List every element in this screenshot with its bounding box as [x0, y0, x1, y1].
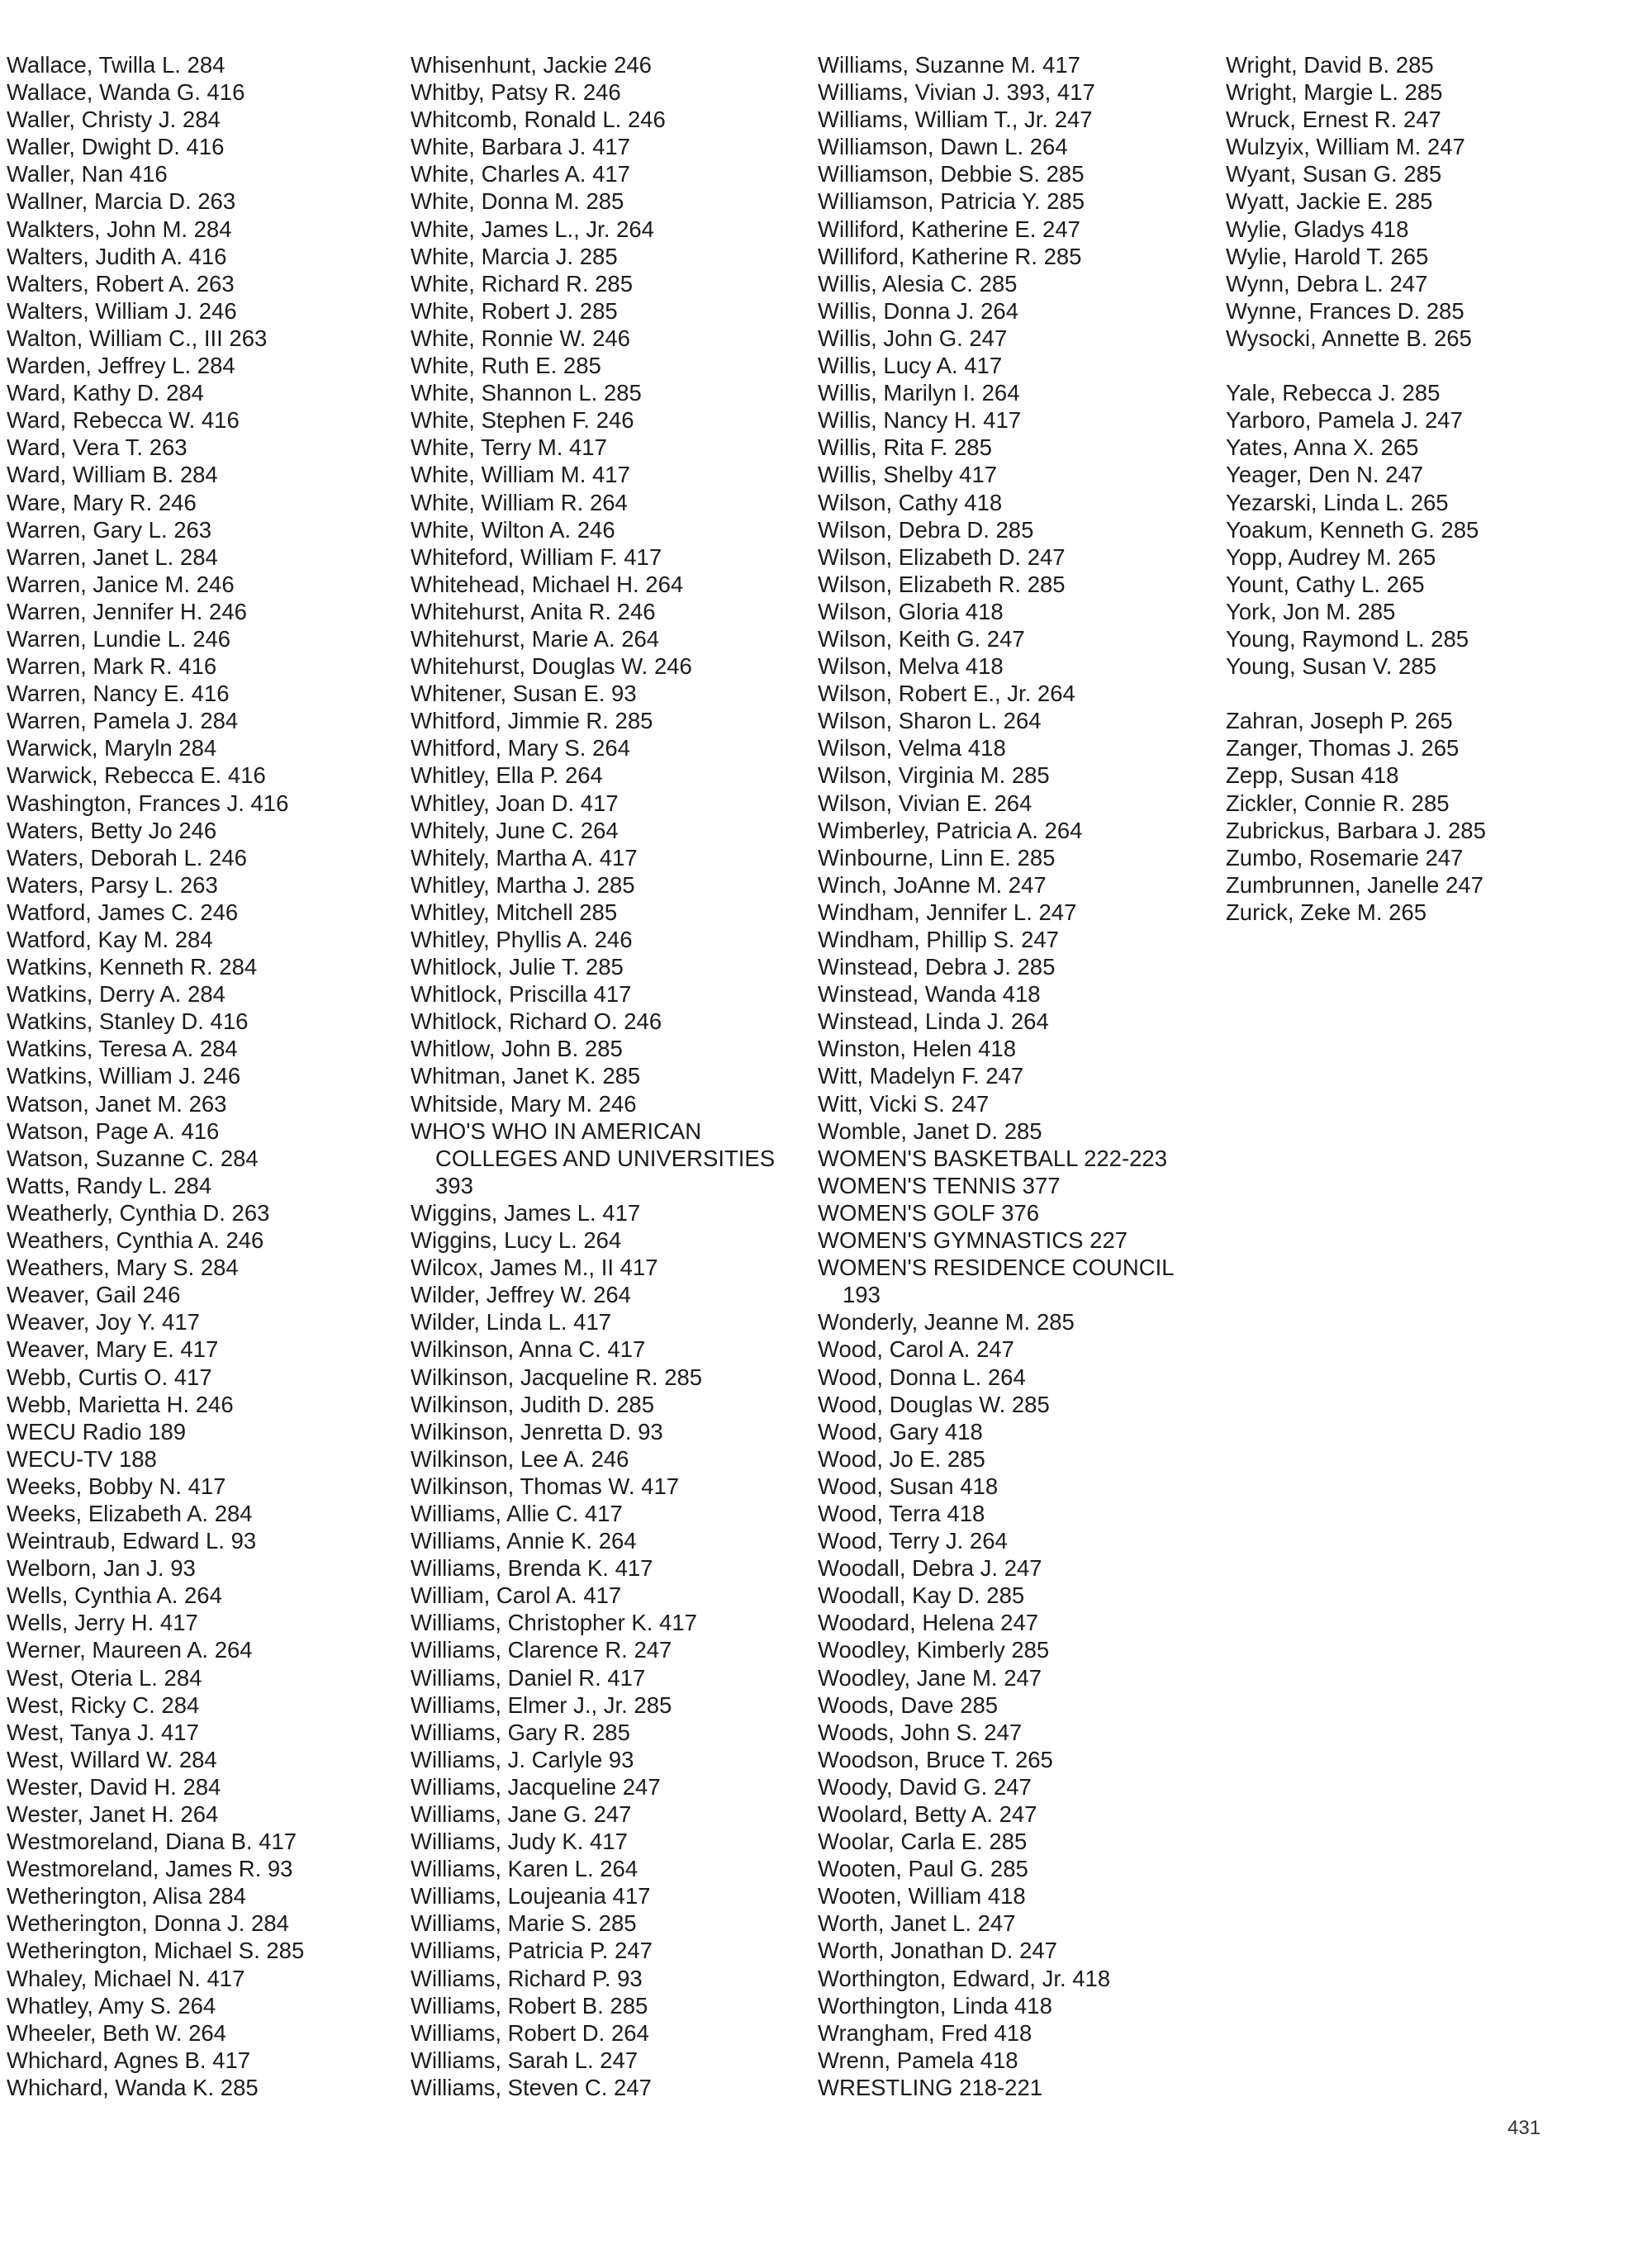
index-entry: Werner, Maureen A. 264	[7, 1637, 253, 1663]
index-entry: Whitman, Janet K. 285	[411, 1063, 641, 1089]
index-entry: Watkins, William J. 246	[7, 1063, 241, 1089]
index-entry: Wallner, Marcia D. 263	[7, 188, 236, 215]
index-entry: Williams, Clarence R. 247	[411, 1637, 672, 1663]
index-entry: Waller, Dwight D. 416	[7, 134, 225, 160]
index-entry: Wood, Gary 418	[818, 1418, 983, 1445]
index-entry: WRESTLING 218-221	[818, 2074, 1043, 2100]
index-entry: Warwick, Maryln 284	[7, 735, 217, 761]
index-entry: Williams, Suzanne M. 417	[818, 52, 1080, 78]
index-entry: Williams, Sarah L. 247	[411, 2047, 638, 2073]
index-entry: Williams, Jacqueline 247	[411, 1773, 661, 1800]
index-entry: Wylie, Harold T. 265	[1226, 243, 1429, 269]
index-entry: Watkins, Stanley D. 416	[7, 1008, 249, 1035]
index-entry: White, William R. 264	[411, 489, 628, 515]
index-entry: Whitley, Phyllis A. 246	[411, 927, 633, 952]
index-entry: White, Marcia J. 285	[411, 243, 618, 269]
index-entry: Williams, Allie C. 417	[411, 1500, 623, 1526]
index-entry: Whitely, Martha A. 417	[411, 844, 638, 871]
index-entry: White, Ronnie W. 246	[411, 325, 630, 351]
index-entry: Zanger, Thomas J. 265	[1226, 735, 1460, 761]
index-entry: Whitlow, John B. 285	[411, 1036, 623, 1062]
index-entry: Whatley, Amy S. 264	[7, 1992, 216, 2019]
index-entry: Yarboro, Pamela J. 247	[1226, 407, 1463, 434]
index-entry: Whisenhunt, Jackie 246	[411, 52, 652, 78]
index-entry: Wells, Cynthia A. 264	[7, 1582, 222, 1609]
index-entry: Warren, Lundie L. 246	[7, 625, 231, 652]
index-entry: Willis, Shelby 417	[818, 462, 998, 488]
index-entry: Woodard, Helena 247	[818, 1610, 1039, 1636]
index-entry: Willis, Marilyn I. 264	[818, 380, 1020, 406]
index-entry: Wheeler, Beth W. 264	[7, 2019, 226, 2046]
index-entry: Whitley, Martha J. 285	[411, 871, 635, 898]
index-entry: Willis, Alesia C. 285	[818, 270, 1018, 297]
index-entry: Yoakum, Kenneth G. 285	[1226, 516, 1479, 543]
index-entry: Weaver, Gail 246	[7, 1282, 181, 1308]
index-entry: Williford, Katherine E. 247	[818, 216, 1080, 242]
index-entry: Woodall, Debra J. 247	[818, 1555, 1042, 1582]
index-entry: Wilson, Elizabeth D. 247	[818, 543, 1066, 570]
index-entry: WOMEN'S GOLF 376	[818, 1199, 1040, 1226]
index-entry: Woodley, Jane M. 247	[818, 1664, 1042, 1691]
index-entry: White, Robert J. 285	[411, 297, 618, 324]
index-entry: Wrenn, Pamela 418	[818, 2047, 1018, 2073]
index-entry: Wimberley, Patricia A. 264	[818, 817, 1083, 843]
index-entry: WECU-TV 188	[7, 1445, 157, 1472]
index-entry: Wilson, Elizabeth R. 285	[818, 571, 1066, 597]
index-entry: Williams, Robert D. 264	[411, 2019, 649, 2046]
index-entry: WOMEN'S GYMNASTICS 227	[818, 1227, 1128, 1254]
index-entry: Waller, Nan 416	[7, 161, 168, 187]
index-entry: Whitlock, Priscilla 417	[411, 981, 632, 1008]
index-entry: Wester, David H. 284	[7, 1773, 221, 1800]
index-entry: Wilkinson, Jenretta D. 93	[411, 1418, 663, 1445]
index-entry: Witt, Vicki S. 247	[818, 1090, 990, 1117]
index-entry: Wilkinson, Anna C. 417	[411, 1336, 646, 1363]
index-entry: Watford, Kay M. 284	[7, 927, 213, 952]
index-entry: Watkins, Teresa A. 284	[7, 1036, 238, 1062]
index-entry: WOMEN'S RESIDENCE COUNCIL	[818, 1255, 1175, 1281]
index-entry: Ware, Mary R. 246	[7, 489, 197, 515]
index-entry: Zumbo, Rosemarie 247	[1226, 844, 1464, 871]
index-entry: White, Ruth E. 285	[411, 353, 601, 379]
index-entry: Whichard, Agnes B. 417	[7, 2047, 251, 2073]
index-entry: Woods, John S. 247	[818, 1719, 1023, 1745]
index-entry: Willis, Rita F. 285	[818, 434, 992, 461]
index-entry: Weaver, Joy Y. 417	[7, 1309, 200, 1335]
index-entry: Worth, Jonathan D. 247	[818, 1938, 1057, 1964]
index-entry: Willis, Lucy A. 417	[818, 353, 1003, 379]
index-entry: Whitford, Mary S. 264	[411, 735, 630, 761]
index-entry: Worth, Janet L. 247	[818, 1910, 1016, 1937]
index-entry: Watkins, Kenneth R. 284	[7, 954, 258, 980]
index-entry: White, Wilton A. 246	[411, 516, 615, 543]
index-entry: White, William M. 417	[411, 462, 630, 488]
index-entry: Wilkinson, Lee A. 246	[411, 1445, 629, 1472]
index-entry: Windham, Phillip S. 247	[818, 927, 1059, 952]
index-entry: WOMEN'S TENNIS 377	[818, 1172, 1061, 1198]
index-entry: Williams, Daniel R. 417	[411, 1664, 646, 1691]
index-entry: Walkters, John M. 284	[7, 216, 232, 242]
index-entry: Windham, Jennifer L. 247	[818, 899, 1077, 925]
index-entry: Whitside, Mary M. 246	[411, 1090, 637, 1117]
index-entry: Weathers, Cynthia A. 246	[7, 1227, 264, 1254]
index-entry: Wetherington, Michael S. 285	[7, 1938, 305, 1964]
index-entry: Whitehurst, Anita R. 246	[411, 598, 656, 624]
index-entry: White, Stephen F. 246	[411, 407, 634, 434]
index-entry: Yates, Anna X. 265	[1226, 434, 1419, 461]
index-entry: White, Barbara J. 417	[411, 134, 630, 160]
index-entry: Williams, Gary R. 285	[411, 1719, 630, 1745]
letter-group-spacer	[1226, 680, 1486, 707]
index-entry: Williams, Jane G. 247	[411, 1801, 632, 1827]
index-entry: WOMEN'S BASKETBALL 222-223	[818, 1145, 1168, 1171]
index-entry: Winstead, Wanda 418	[818, 981, 1041, 1008]
index-entry: Wilkinson, Jacqueline R. 285	[411, 1364, 703, 1390]
index-entry: Wiggins, James L. 417	[411, 1199, 641, 1226]
index-entry: Wilcox, James M., II 417	[411, 1255, 658, 1281]
index-entry: Yeager, Den N. 247	[1226, 462, 1424, 488]
index-entry: Wood, Terry J. 264	[818, 1528, 1008, 1554]
index-entry: Willis, Donna J. 264	[818, 297, 1019, 324]
index-entry: Woodson, Bruce T. 265	[818, 1746, 1053, 1772]
index-entry: Wright, Margie L. 285	[1226, 79, 1443, 106]
index-entry: Weathers, Mary S. 284	[7, 1255, 239, 1281]
index-entry: Williams, Patricia P. 247	[411, 1938, 653, 1964]
index-entry: Wooten, William 418	[818, 1883, 1026, 1910]
index-entry: Williamson, Patricia Y. 285	[818, 188, 1085, 215]
index-entry: 193	[843, 1282, 881, 1308]
index-entry: Westmoreland, Diana B. 417	[7, 1829, 297, 1855]
index-entry: Wilkinson, Thomas W. 417	[411, 1473, 680, 1499]
index-entry: Williams, Marie S. 285	[411, 1910, 637, 1937]
index-entry: Warren, Nancy E. 416	[7, 681, 230, 707]
index-entry: White, Shannon L. 285	[411, 380, 642, 406]
index-entry: Williams, William T., Jr. 247	[818, 107, 1093, 133]
index-entry: White, Charles A. 417	[411, 161, 630, 187]
index-entry: Wylie, Gladys 418	[1226, 216, 1409, 242]
index-entry: Walters, Robert A. 263	[7, 270, 235, 297]
index-entry: Ward, Kathy D. 284	[7, 380, 204, 406]
letter-group-spacer	[1226, 352, 1486, 379]
index-entry: Watkins, Derry A. 284	[7, 981, 225, 1008]
index-entry: Williamson, Dawn L. 264	[818, 134, 1068, 160]
index-entry: Watson, Page A. 416	[7, 1117, 220, 1144]
index-entry: WHO'S WHO IN AMERICAN	[411, 1117, 702, 1144]
index-entry: Willis, Nancy H. 417	[818, 407, 1022, 434]
index-entry: West, Ricky C. 284	[7, 1691, 200, 1718]
index-entry: White, Terry M. 417	[411, 434, 607, 461]
index-entry: Worthington, Edward, Jr. 418	[818, 1965, 1111, 1991]
index-entry: Wood, Susan 418	[818, 1473, 999, 1499]
index-entry: Wiggins, Lucy L. 264	[411, 1227, 622, 1254]
index-entry: Watts, Randy L. 284	[7, 1172, 212, 1198]
index-entry: Wilson, Virginia M. 285	[818, 762, 1050, 789]
index-entry: Warren, Janet L. 284	[7, 543, 218, 570]
index-entry: Whichard, Wanda K. 285	[7, 2074, 259, 2100]
index-entry: Weintraub, Edward L. 93	[7, 1528, 257, 1554]
index-entry: Wyatt, Jackie E. 285	[1226, 188, 1433, 215]
index-entry: Whitcomb, Ronald L. 246	[411, 107, 666, 133]
index-entry: Wetherington, Donna J. 284	[7, 1910, 289, 1937]
index-entry: Williams, Brenda K. 417	[411, 1555, 653, 1582]
index-entry: Wilson, Velma 418	[818, 735, 1006, 761]
index-entry: Worthington, Linda 418	[818, 1992, 1052, 2019]
index-column-1	[7, 51, 304, 2101]
index-entry: Wood, Terra 418	[818, 1500, 985, 1526]
index-entry: 393	[435, 1172, 473, 1198]
index-entry: Washington, Frances J. 416	[7, 790, 289, 816]
index-entry: Webb, Curtis O. 417	[7, 1364, 212, 1390]
index-entry: Wilson, Cathy 418	[818, 489, 1003, 515]
index-entry: White, James L., Jr. 264	[411, 216, 654, 242]
index-entry: Wilder, Jeffrey W. 264	[411, 1282, 631, 1308]
index-entry: West, Tanya J. 417	[7, 1719, 199, 1745]
index-entry: Wright, David B. 285	[1226, 52, 1434, 78]
index-entry: Williams, Richard P. 93	[411, 1965, 643, 1991]
index-entry: Wysocki, Annette B. 265	[1226, 325, 1472, 351]
index-entry: Winstead, Linda J. 264	[818, 1008, 1049, 1035]
index-entry: Wilson, Vivian E. 264	[818, 790, 1032, 816]
index-entry: Young, Raymond L. 285	[1226, 625, 1469, 652]
index-entry: Wallace, Twilla L. 284	[7, 52, 225, 78]
index-entry: Warren, Jennifer H. 246	[7, 598, 247, 624]
index-entry: Warren, Janice M. 246	[7, 571, 235, 597]
index-entry: Watson, Janet M. 263	[7, 1090, 227, 1117]
index-entry: Zurick, Zeke M. 265	[1226, 899, 1427, 925]
index-entry: Zubrickus, Barbara J. 285	[1226, 817, 1486, 843]
index-entry: Wood, Jo E. 285	[818, 1445, 985, 1472]
index-entry: Wyant, Susan G. 285	[1226, 161, 1442, 187]
index-entry: Wilson, Sharon L. 264	[818, 708, 1042, 734]
index-entry: Wilson, Melva 418	[818, 653, 1004, 680]
index-entry: Whitely, June C. 264	[411, 817, 619, 843]
index-entry: White, Richard R. 285	[411, 270, 633, 297]
index-entry: Warden, Jeffrey L. 284	[7, 353, 235, 379]
index-entry: Whitehurst, Douglas W. 246	[411, 653, 692, 680]
index-entry: Wynn, Debra L. 247	[1226, 270, 1428, 297]
index-entry: Winch, JoAnne M. 247	[818, 871, 1047, 898]
index-entry: Westmoreland, James R. 93	[7, 1856, 293, 1882]
index-entry: Waters, Deborah L. 246	[7, 844, 247, 871]
index-entry: Williams, Judy K. 417	[411, 1829, 628, 1855]
index-entry: Williamson, Debbie S. 285	[818, 161, 1085, 187]
index-entry: Warwick, Rebecca E. 416	[7, 762, 266, 789]
index-entry: COLLEGES AND UNIVERSITIES	[435, 1145, 776, 1171]
index-entry: Zepp, Susan 418	[1226, 762, 1399, 789]
index-entry: Wood, Douglas W. 285	[818, 1391, 1050, 1417]
index-entry: Wilson, Debra D. 285	[818, 516, 1034, 543]
index-entry: Whitby, Patsy R. 246	[411, 79, 621, 106]
index-entry: Woolar, Carla E. 285	[818, 1829, 1028, 1855]
index-entry: Willis, John G. 247	[818, 325, 1008, 351]
index-entry: Wonderly, Jeanne M. 285	[818, 1309, 1075, 1335]
index-entry: Ward, William B. 284	[7, 462, 218, 488]
index-entry: Ward, Vera T. 263	[7, 434, 188, 461]
index-entry: Womble, Janet D. 285	[818, 1117, 1042, 1144]
index-entry: Woods, Dave 285	[818, 1691, 999, 1718]
index-entry: Watson, Suzanne C. 284	[7, 1145, 259, 1171]
index-entry: Wilson, Robert E., Jr. 264	[818, 681, 1075, 707]
index-column-3	[818, 51, 1175, 2101]
index-entry: Whitlock, Julie T. 285	[411, 954, 624, 980]
index-entry: Warren, Pamela J. 284	[7, 708, 239, 734]
index-entry: Whitlock, Richard O. 246	[411, 1008, 662, 1035]
index-entry: Whaley, Michael N. 417	[7, 1965, 245, 1991]
index-entry: Whiteford, William F. 417	[411, 543, 662, 570]
index-entry: Walters, Judith A. 416	[7, 243, 227, 269]
index-entry: Zickler, Connie R. 285	[1226, 790, 1450, 816]
index-entry: Weaver, Mary E. 417	[7, 1336, 219, 1363]
index-entry: Waller, Christy J. 284	[7, 107, 221, 133]
index-entry: Winstead, Debra J. 285	[818, 954, 1056, 980]
index-entry: Wruck, Ernest R. 247	[1226, 107, 1441, 133]
index-entry: Warren, Mark R. 416	[7, 653, 217, 680]
index-entry: West, Willard W. 284	[7, 1746, 217, 1772]
index-entry: Whitley, Joan D. 417	[411, 790, 619, 816]
index-entry: Williams, Elmer J., Jr. 285	[411, 1691, 672, 1718]
index-entry: Wallace, Wanda G. 416	[7, 79, 245, 106]
index-entry: Webb, Marietta H. 246	[7, 1391, 234, 1417]
index-entry: Watford, James C. 246	[7, 899, 239, 925]
index-entry: Yount, Cathy L. 265	[1226, 571, 1425, 597]
index-entry: Whitehurst, Marie A. 264	[411, 625, 660, 652]
index-entry: Whitener, Susan E. 93	[411, 681, 637, 707]
index-entry: Ward, Rebecca W. 416	[7, 407, 240, 434]
index-entry: Whitley, Ella P. 264	[411, 762, 603, 789]
index-entry: Williams, Christopher K. 417	[411, 1610, 697, 1636]
index-entry: Wilder, Linda L. 417	[411, 1309, 612, 1335]
index-entry: Winston, Helen 418	[818, 1036, 1016, 1062]
index-entry: Yale, Rebecca J. 285	[1226, 380, 1441, 406]
index-entry: Walters, William J. 246	[7, 297, 237, 324]
index-entry: Williams, J. Carlyle 93	[411, 1746, 634, 1772]
index-entry: West, Oteria L. 284	[7, 1664, 202, 1691]
index-entry: Waters, Parsy L. 263	[7, 871, 218, 898]
index-entry: Woodall, Kay D. 285	[818, 1582, 1025, 1609]
index-entry: Wilkinson, Judith D. 285	[411, 1391, 654, 1417]
index-entry: Woolard, Betty A. 247	[818, 1801, 1037, 1827]
index-entry: Wynne, Frances D. 285	[1226, 297, 1464, 324]
index-column-2	[411, 51, 775, 2101]
index-entry: Williford, Katherine R. 285	[818, 243, 1082, 269]
index-entry: Young, Susan V. 285	[1226, 653, 1436, 680]
index-entry: Waters, Betty Jo 246	[7, 817, 217, 843]
index-entry: Williams, Loujeania 417	[411, 1883, 651, 1910]
index-entry: Witt, Madelyn F. 247	[818, 1063, 1024, 1089]
index-entry: Wetherington, Alisa 284	[7, 1883, 246, 1910]
index-entry: Whitley, Mitchell 285	[411, 899, 618, 925]
index-entry: Weeks, Elizabeth A. 284	[7, 1500, 253, 1526]
index-entry: Williams, Annie K. 264	[411, 1528, 637, 1554]
index-entry: Wrangham, Fred 418	[818, 2019, 1032, 2046]
index-entry: Wilson, Gloria 418	[818, 598, 1004, 624]
index-entry: WECU Radio 189	[7, 1418, 187, 1445]
index-entry: Yezarski, Linda L. 265	[1226, 489, 1449, 515]
index-entry: York, Jon M. 285	[1226, 598, 1396, 624]
index-entry: Walton, William C., III 263	[7, 325, 268, 351]
index-entry: Wood, Carol A. 247	[818, 1336, 1014, 1363]
index-entry: Wulzyix, William M. 247	[1226, 134, 1465, 160]
index-entry: Wells, Jerry H. 417	[7, 1610, 198, 1636]
index-entry: Williams, Vivian J. 393, 417	[818, 79, 1095, 106]
index-entry: William, Carol A. 417	[411, 1582, 622, 1609]
index-entry: Williams, Steven C. 247	[411, 2074, 652, 2100]
index-column-4	[1226, 51, 1486, 926]
index-entry: Zahran, Joseph P. 265	[1226, 708, 1453, 734]
index-entry: Woody, David G. 247	[818, 1773, 1032, 1800]
index-entry: Wilson, Keith G. 247	[818, 625, 1025, 652]
index-entry: White, Donna M. 285	[411, 188, 624, 215]
index-entry: Whitehead, Michael H. 264	[411, 571, 684, 597]
index-entry: Welborn, Jan J. 93	[7, 1555, 196, 1582]
index-entry: Woodley, Kimberly 285	[818, 1637, 1050, 1663]
index-entry: Whitford, Jimmie R. 285	[411, 708, 653, 734]
index-entry: Wooten, Paul G. 285	[818, 1856, 1028, 1882]
index-entry: Wood, Donna L. 264	[818, 1364, 1026, 1390]
index-entry: Weeks, Bobby N. 417	[7, 1473, 226, 1499]
index-entry: Zumbrunnen, Janelle 247	[1226, 871, 1483, 898]
index-entry: Weatherly, Cynthia D. 263	[7, 1199, 270, 1226]
index-entry: Williams, Karen L. 264	[411, 1856, 638, 1882]
index-entry: Yopp, Audrey M. 265	[1226, 543, 1436, 570]
index-entry: Winbourne, Linn E. 285	[818, 844, 1056, 871]
index-entry: Wester, Janet H. 264	[7, 1801, 219, 1827]
index-entry: Williams, Robert B. 285	[411, 1992, 648, 2019]
page-number: 431	[1507, 2117, 1541, 2139]
index-entry: Warren, Gary L. 263	[7, 516, 212, 543]
